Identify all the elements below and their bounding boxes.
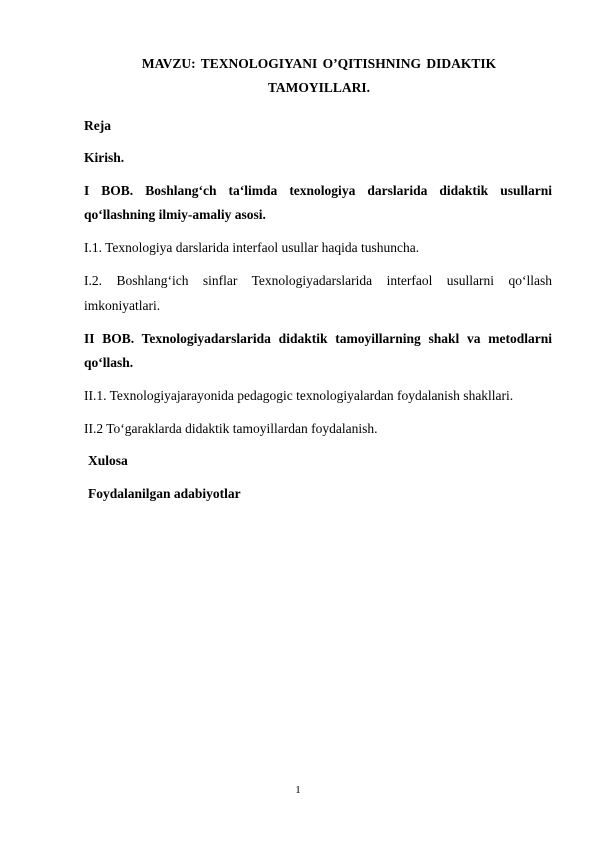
page-number: 1	[295, 784, 301, 796]
toc-heading-reja: Reja	[84, 118, 111, 133]
toc-section-2-2: II.2 To‘garaklarda didaktik tamoyillardan foydalanish.	[84, 421, 378, 436]
toc-chapter-1-line-2: qo‘llashning ilmiy-amaliy asosi.	[84, 207, 266, 222]
toc-section-1-2-line-2: imkoniyatlari.	[84, 298, 161, 313]
toc-section-2-1: II.1. Texnologiyajarayonida pedagogic texnologiyalardan foydalanish shakllari.	[84, 388, 514, 403]
toc-section-1-2-line-1: I.2. Boshlang‘ich sinflar Texnologiyadarslarida interfaol usullarni qo‘llash	[84, 273, 552, 288]
toc-item-adabiyotlar: Foydalanilgan adabiyotlar	[88, 486, 241, 501]
document-title-line-1: MAVZU: TEXNOLOGIYANI O’QITISHNING DIDAKTIK	[141, 56, 497, 71]
toc-chapter-2-line-2: qo‘llash.	[84, 355, 134, 370]
toc-chapter-1-line-1: I BOB. Boshlang‘ch ta‘limda texnologiya darslarida didaktik usullarni	[84, 183, 552, 198]
toc-chapter-2-line-1: II BOB. Texnologiyadarslarida didaktik tamoyillarning shakl va metodlarni	[84, 331, 552, 346]
document-title-line-2: TAMOYILLARI.	[267, 80, 371, 95]
toc-item-kirish: Kirish.	[84, 150, 125, 165]
toc-section-1-1: I.1. Texnologiya darslarida interfaol usullar haqida tushuncha.	[84, 240, 420, 255]
toc-item-xulosa: Xulosa	[88, 453, 128, 468]
